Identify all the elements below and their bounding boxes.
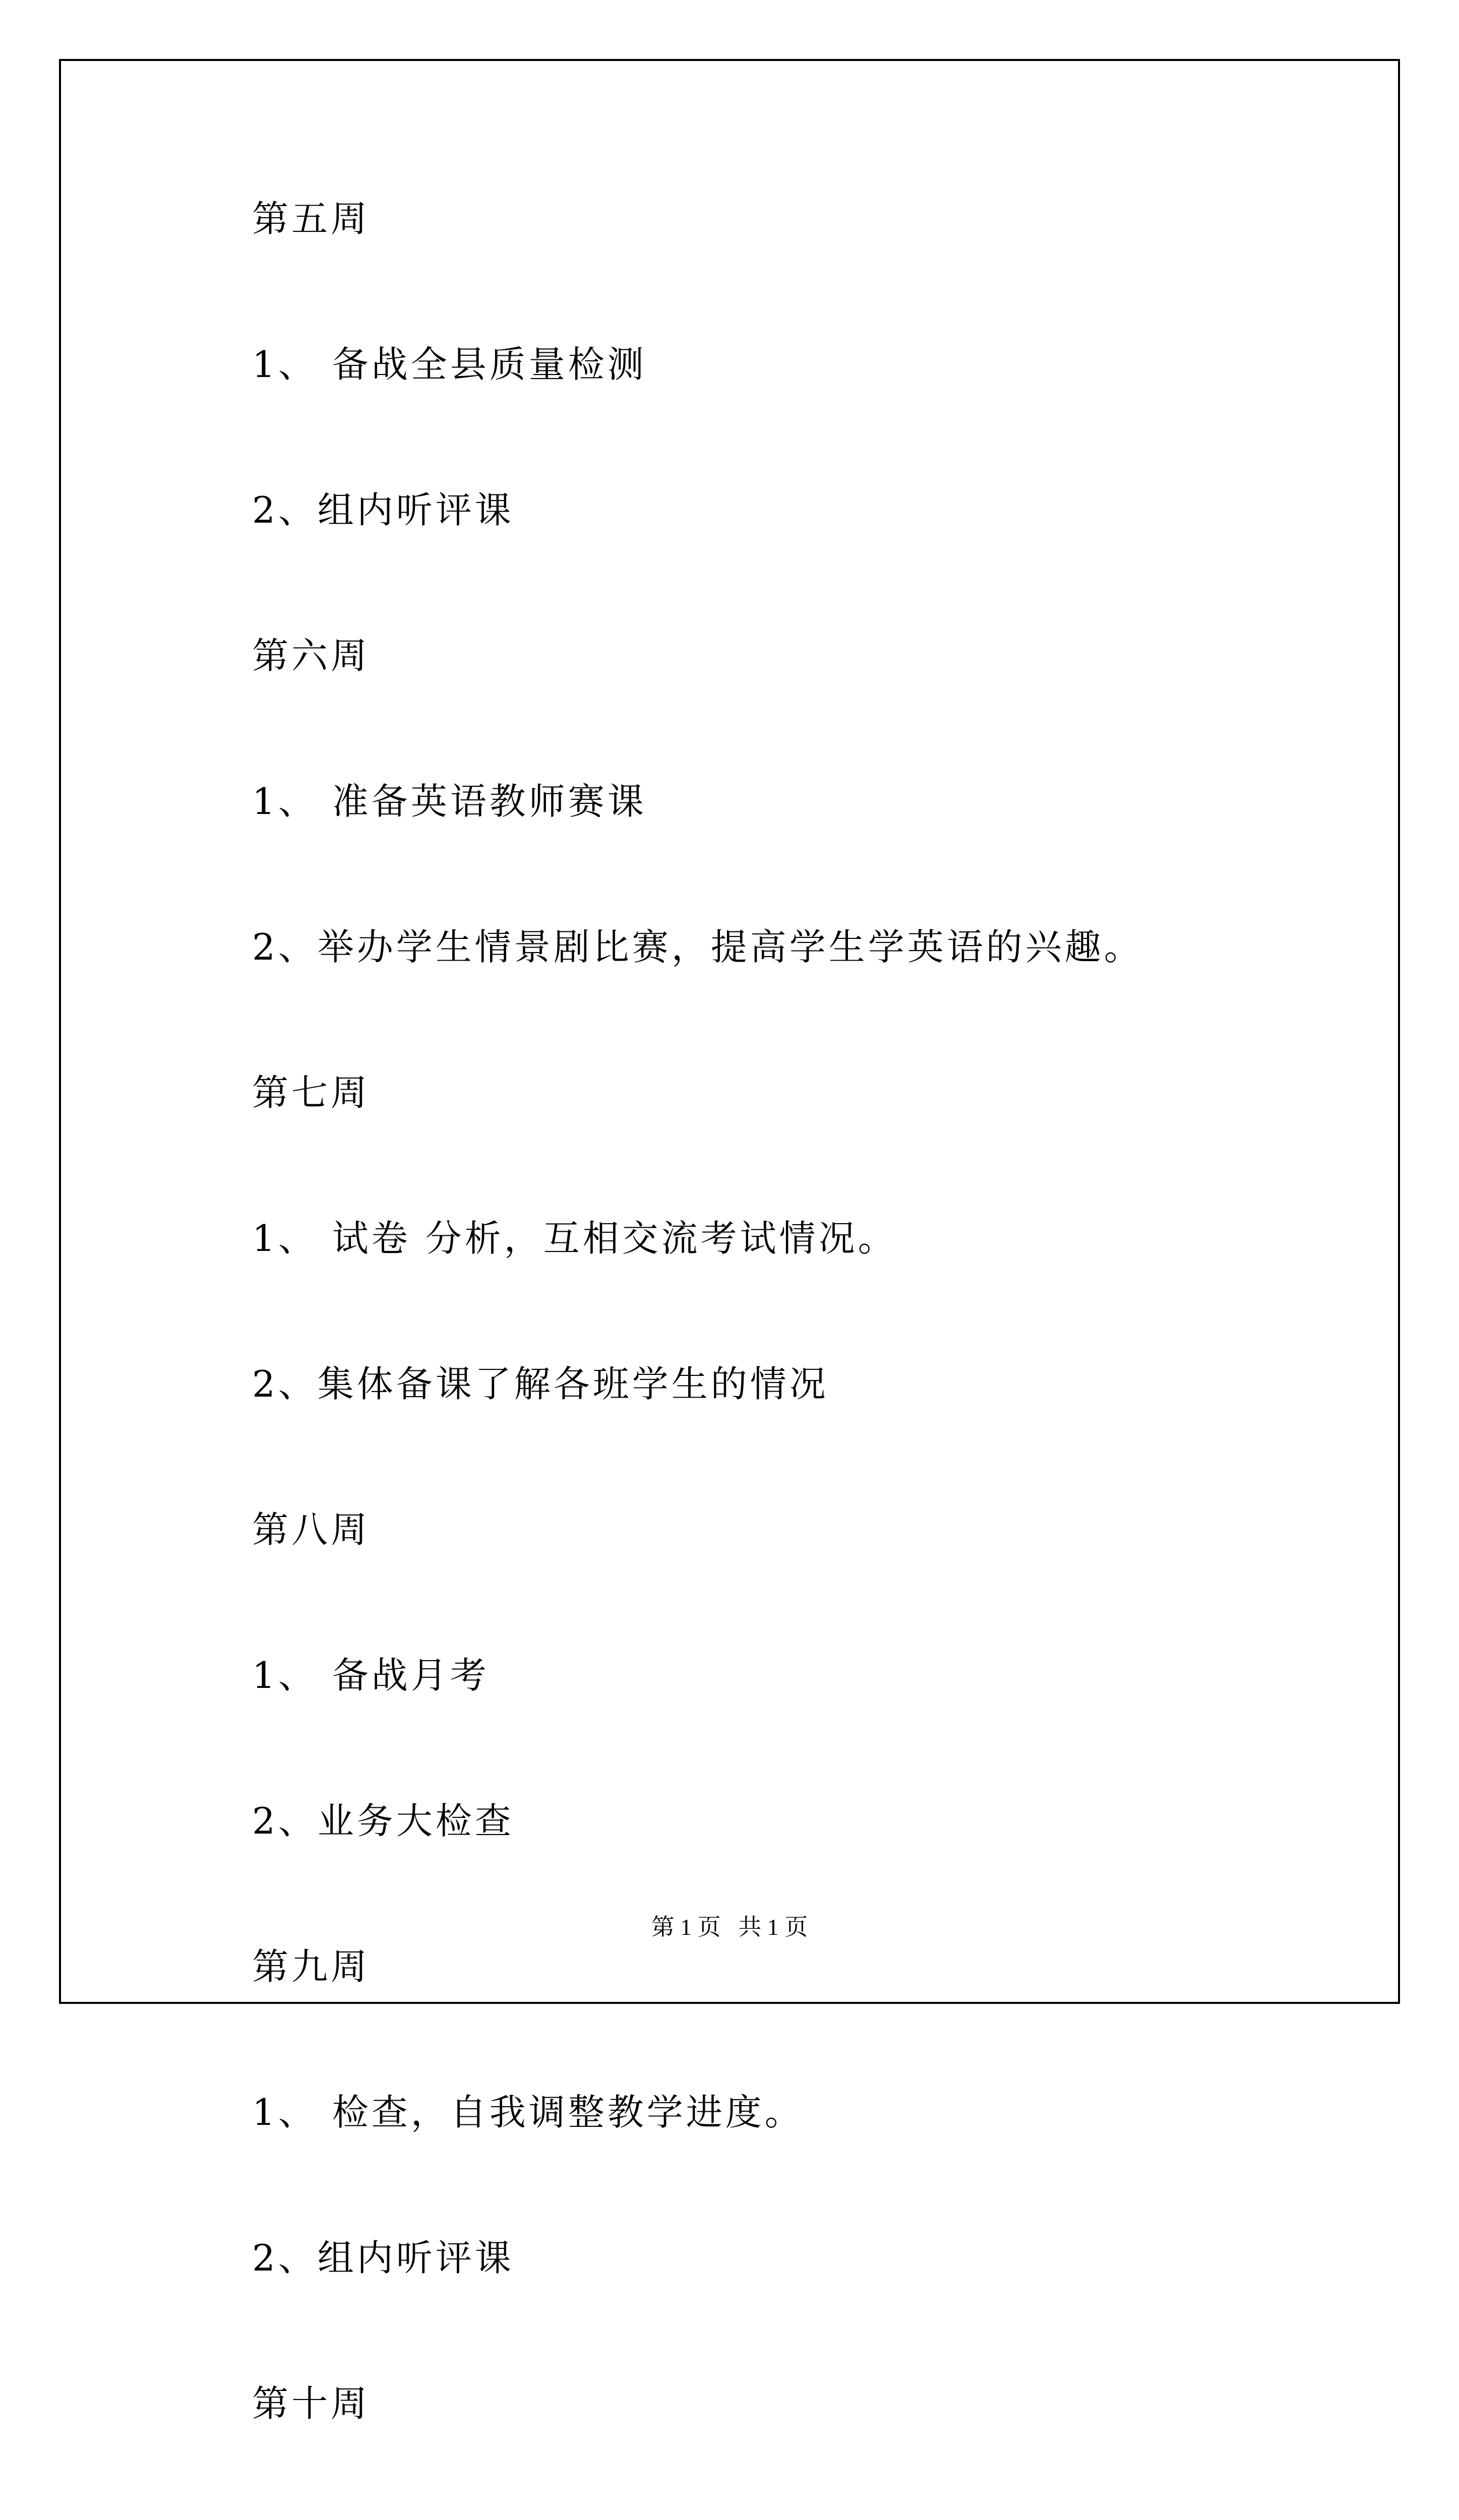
list-item: 2、组内听评课: [252, 2237, 514, 2279]
list-item: 1、 试卷 分析，互相交流考试情况。: [252, 1217, 897, 1259]
document-body: [252, 194, 1336, 2520]
page-number-footer: 第 1 页 共 1 页: [651, 1914, 808, 1940]
list-item: 1、 备战全县质量检测: [252, 343, 647, 386]
list-item: 2、业务大检查: [252, 1800, 514, 1842]
week-heading: 第八周: [252, 1508, 371, 1551]
list-item: 1、 检查，自我调整教学进度。: [252, 2091, 804, 2133]
list-item: 2、举办学生情景剧比赛，提高学生学英语的兴趣。: [252, 926, 1143, 968]
list-item: 2、集体备课了解各班学生的情况: [252, 1363, 829, 1405]
week-heading: 第九周: [252, 1945, 371, 1988]
week-heading: 第五周: [252, 198, 371, 240]
week-heading: 第十周: [252, 2382, 371, 2425]
week-heading: 第七周: [252, 1072, 371, 1114]
list-item: 1、 备战月考: [252, 1654, 490, 1696]
list-item: 2、组内听评课: [252, 489, 514, 531]
week-heading: 第六周: [252, 635, 371, 677]
list-item: 1、 准备英语教师赛课: [252, 780, 647, 823]
